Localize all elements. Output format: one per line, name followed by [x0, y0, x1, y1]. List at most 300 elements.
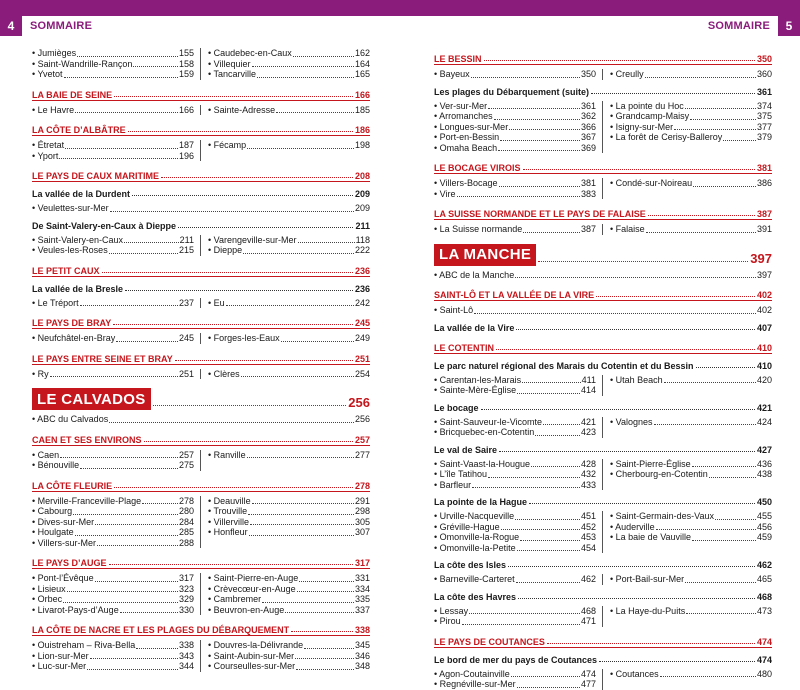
toc-entry[interactable] [32, 661, 194, 672]
dot-leader [250, 524, 354, 525]
entry-name: • Vire [434, 189, 456, 200]
entry-column [200, 140, 370, 161]
entry-columns [32, 140, 370, 161]
entry-columns [434, 270, 772, 281]
dot-leader [645, 77, 756, 78]
toc-entry[interactable] [32, 369, 194, 380]
subsection-title: Le val de Saire [434, 444, 498, 455]
entry-column [434, 606, 602, 627]
section-heading[interactable] [434, 161, 772, 174]
toc-entry[interactable] [208, 517, 370, 528]
subsection-heading[interactable] [32, 218, 370, 231]
toc-entry[interactable] [32, 573, 194, 584]
entry-page: 480 [756, 668, 772, 679]
department-heading[interactable] [434, 244, 772, 266]
dot-leader [241, 376, 354, 377]
entry-column [32, 48, 200, 80]
dot-leader [110, 211, 354, 212]
entry-name: • ABC de la Manche [434, 270, 514, 281]
entry-name: • Auderville [610, 522, 655, 533]
left-toc [32, 44, 370, 672]
section-title: CAEN ET SES ENVIRONS [32, 434, 142, 445]
section-heading[interactable] [32, 264, 370, 277]
subsection-page: 236 [354, 283, 370, 294]
entry-page: 374 [756, 100, 772, 111]
left-page-title: SOMMAIRE [22, 16, 100, 36]
toc-entry[interactable] [434, 101, 596, 112]
toc-entry[interactable] [208, 140, 370, 151]
toc-entry[interactable] [610, 511, 772, 522]
entry-page: 387 [580, 224, 596, 234]
toc-entry[interactable] [434, 459, 596, 470]
section-heading[interactable] [32, 88, 370, 101]
toc-entry[interactable] [32, 105, 194, 116]
entry-page: 211 [179, 234, 194, 245]
entry-page: 254 [354, 368, 370, 379]
toc-entry[interactable] [208, 584, 370, 595]
dot-leader [50, 376, 178, 377]
dot-leader [494, 119, 580, 120]
entry-page: 256 [354, 414, 370, 424]
left-page-header [0, 16, 382, 36]
toc-entry[interactable] [208, 333, 370, 344]
section-page: 381 [756, 163, 772, 173]
entry-column [32, 235, 200, 256]
section-title: LA BAIE DE SEINE [32, 89, 113, 100]
subsection-title: La vallée de la Vire [434, 322, 515, 333]
toc-entry[interactable] [434, 522, 596, 533]
entry-page: 454 [580, 542, 596, 553]
section-heading[interactable] [32, 556, 370, 569]
entry-name: • Lessay [434, 606, 468, 617]
dot-leader [120, 612, 178, 613]
toc-entry[interactable] [610, 574, 772, 585]
entry-page: 338 [178, 640, 194, 650]
toc-entry[interactable] [208, 105, 370, 116]
dot-leader [297, 591, 354, 592]
section-page: 186 [354, 125, 370, 135]
entry-name: • Deauville [208, 496, 251, 507]
dot-leader [73, 514, 178, 515]
toc-entry[interactable] [32, 527, 194, 538]
dot-leader [715, 519, 756, 520]
dot-leader [133, 66, 178, 67]
dot-leader [515, 277, 756, 278]
dot-leader [599, 661, 755, 662]
entry-column [434, 178, 602, 199]
toc-entry[interactable] [610, 522, 772, 533]
entry-page: 367 [580, 132, 596, 142]
toc-entry[interactable] [434, 224, 596, 235]
entry-name: • Courseulles-sur-Mer [208, 661, 295, 672]
toc-entry[interactable] [434, 469, 596, 480]
toc-entry[interactable] [32, 640, 194, 651]
entry-column [200, 105, 370, 116]
toc-entry[interactable] [32, 460, 194, 471]
entry-name: • Cabourg [32, 506, 72, 517]
toc-entry[interactable] [610, 417, 772, 428]
entry-page: 343 [178, 650, 194, 661]
dot-leader [77, 56, 178, 57]
entry-name: • Villers-sur-Mer [32, 538, 96, 549]
section-page: 474 [756, 636, 772, 647]
entry-name: • Dives-sur-Mer [32, 517, 94, 528]
toc-entry[interactable] [434, 532, 596, 543]
entry-column [32, 140, 200, 161]
dot-leader [596, 296, 755, 297]
subsection-heading[interactable] [32, 281, 370, 294]
dot-leader [67, 591, 178, 592]
entry-name: • Sainte-Adresse [208, 105, 275, 116]
toc-entry[interactable] [32, 48, 194, 59]
toc-entry[interactable] [32, 151, 194, 162]
toc-entry[interactable] [32, 450, 194, 461]
entry-page: 411 [581, 374, 596, 385]
dot-leader [102, 272, 353, 273]
subsection-page: 427 [756, 444, 772, 455]
toc-entry[interactable] [434, 143, 596, 154]
section-heading[interactable] [32, 479, 370, 492]
entry-name: • Arromanches [434, 111, 493, 122]
subsection-heading[interactable] [434, 84, 772, 97]
toc-entry[interactable] [434, 69, 596, 80]
dot-leader [499, 186, 580, 187]
subsection-heading[interactable] [434, 442, 772, 455]
entry-name: • Regnéville-sur-Mer [434, 679, 516, 690]
entry-columns [32, 105, 370, 116]
subsection-heading[interactable] [434, 589, 772, 602]
department-page: 256 [348, 395, 370, 410]
toc-entry[interactable] [208, 245, 370, 256]
dot-leader [535, 435, 580, 436]
toc-entry[interactable] [208, 450, 370, 461]
entry-page: 397 [756, 269, 772, 280]
entry-column [200, 640, 370, 672]
toc-entry[interactable] [610, 532, 772, 543]
dot-leader [125, 290, 353, 291]
toc-entry[interactable] [32, 538, 194, 549]
section-heading[interactable] [434, 52, 772, 65]
dot-leader [87, 669, 178, 670]
entry-page: 249 [354, 333, 370, 343]
dot-leader [693, 186, 756, 187]
section-heading[interactable] [32, 352, 370, 365]
entry-column [434, 270, 772, 281]
dot-leader [522, 382, 580, 383]
toc-entry[interactable] [610, 469, 772, 480]
toc-entry[interactable] [208, 496, 370, 507]
toc-entry[interactable] [610, 224, 772, 235]
subsection-page: 421 [756, 402, 772, 413]
toc-entry[interactable] [32, 506, 194, 517]
entry-name: • Lion-sur-Mer [32, 651, 89, 662]
subsection-title: De Saint-Valery-en-Caux à Dieppe [32, 220, 177, 231]
toc-entry[interactable] [434, 178, 596, 189]
toc-entry[interactable] [32, 414, 370, 425]
entry-name: • La forêt de Cerisy-Balleroy [610, 132, 722, 143]
entry-columns [32, 333, 370, 344]
entry-page: 424 [756, 416, 772, 427]
entry-name: • Yvetot [32, 69, 63, 80]
section-page: 208 [354, 171, 370, 181]
subsection-title: La vallée de la Bresle [32, 283, 124, 294]
toc-entry[interactable] [434, 574, 596, 585]
dot-leader [543, 424, 580, 425]
section-heading[interactable] [32, 433, 370, 446]
section-title: LE COTENTIN [434, 342, 494, 353]
toc-entry[interactable] [208, 369, 370, 380]
dot-leader [471, 77, 580, 78]
toc-entry[interactable] [434, 669, 596, 680]
toc-entry[interactable] [32, 203, 370, 214]
toc-entry[interactable] [208, 527, 370, 538]
dot-leader [296, 669, 354, 670]
entry-column [602, 178, 772, 199]
toc-entry[interactable] [32, 59, 194, 70]
dot-leader [664, 382, 756, 383]
entry-page: 222 [354, 245, 370, 255]
toc-entry[interactable] [208, 605, 370, 616]
entry-name: • Fécamp [208, 140, 246, 151]
dot-leader [515, 519, 580, 520]
entry-page: 209 [354, 203, 370, 213]
section-heading[interactable] [32, 623, 370, 636]
dot-leader [692, 466, 756, 467]
section-page: 317 [354, 558, 370, 568]
entry-page: 386 [756, 178, 772, 188]
subsection-page: 209 [354, 189, 370, 199]
subsection-page: 361 [756, 86, 772, 97]
entry-name: • Creully [610, 69, 644, 80]
section-title: LE PAYS ENTRE SEINE ET BRAY [32, 353, 173, 364]
section-heading[interactable] [32, 123, 370, 136]
entry-columns [434, 178, 772, 199]
toc-entry[interactable] [434, 189, 596, 200]
toc-entry[interactable] [32, 235, 194, 246]
subsection-heading[interactable] [32, 186, 370, 199]
subsection-page: 410 [756, 360, 772, 371]
subsection-title: Les plages du Débarquement (suite) [434, 86, 590, 97]
dot-leader [64, 77, 178, 78]
dot-leader [498, 150, 580, 151]
dot-leader [65, 148, 178, 149]
toc-entry[interactable] [32, 605, 194, 616]
dot-leader [646, 232, 756, 233]
section-heading[interactable] [434, 288, 772, 301]
entry-page: 421 [580, 416, 596, 427]
entry-page: 362 [580, 111, 596, 121]
page-gutter [382, 16, 418, 668]
toc-entry[interactable] [208, 651, 370, 662]
toc-entry[interactable] [434, 511, 596, 522]
entry-page: 162 [354, 48, 370, 58]
entry-column [434, 574, 602, 585]
toc-entry[interactable] [434, 270, 772, 281]
subsection-heading[interactable] [434, 400, 772, 413]
entry-column [602, 69, 772, 80]
toc-entry[interactable] [434, 375, 596, 386]
entry-page: 456 [756, 521, 772, 532]
toc-entry[interactable] [32, 333, 194, 344]
subsection-heading[interactable] [434, 358, 772, 371]
toc-entry[interactable] [434, 111, 596, 122]
toc-entry[interactable] [208, 298, 370, 309]
toc-entry[interactable] [610, 669, 772, 680]
department-heading[interactable] [32, 388, 370, 410]
toc-entry[interactable] [434, 480, 596, 491]
dot-leader [472, 487, 580, 488]
toc-entry[interactable] [32, 245, 194, 256]
toc-entry[interactable] [32, 651, 194, 662]
toc-entry[interactable] [208, 235, 370, 246]
entry-page: 455 [756, 511, 772, 521]
subsection-title: La côte des Havres [434, 591, 517, 602]
toc-entry[interactable] [434, 679, 596, 690]
entry-columns [434, 305, 772, 316]
toc-entry[interactable] [32, 298, 194, 309]
section-heading[interactable] [32, 316, 370, 329]
toc-entry[interactable] [208, 661, 370, 672]
entry-name: • L’île Tatihou [434, 469, 487, 480]
dot-leader [508, 566, 755, 567]
toc-entry[interactable] [32, 584, 194, 595]
entry-name: • Houlgate [32, 527, 74, 538]
entry-name: • Merville-Franceville-Plage [32, 496, 141, 507]
toc-entry[interactable] [208, 573, 370, 584]
subsection-page: 407 [756, 322, 772, 333]
entry-name: • La baie de Vauville [610, 532, 691, 543]
entry-columns [434, 511, 772, 553]
toc-entry[interactable] [208, 506, 370, 517]
section-heading[interactable] [434, 341, 772, 354]
left-page-number: 4 [0, 16, 22, 36]
entry-name: • La pointe du Hoc [610, 101, 684, 112]
toc-entry[interactable] [610, 375, 772, 386]
entry-columns [434, 459, 772, 491]
entry-column [200, 369, 370, 380]
entry-page: 474 [580, 668, 596, 679]
entry-page: 348 [354, 661, 370, 671]
subsection-heading[interactable] [434, 557, 772, 570]
entry-page: 334 [354, 583, 370, 594]
entry-name: • Orbec [32, 594, 62, 605]
entry-name: • Sainte-Mère-Église [434, 385, 516, 396]
subsection-heading[interactable] [434, 494, 772, 507]
toc-entry[interactable] [610, 132, 772, 143]
subsection-heading[interactable] [434, 652, 772, 665]
toc-entry[interactable] [32, 594, 194, 605]
entry-column [602, 459, 772, 491]
right-page-header [418, 16, 800, 36]
subsection-title: La pointe de la Hague [434, 497, 528, 507]
entry-column [200, 235, 370, 256]
dot-leader [474, 313, 756, 314]
section-title: LE BESSIN [434, 54, 482, 64]
toc-entry[interactable] [434, 305, 772, 316]
entry-column [32, 640, 200, 672]
entry-column [602, 606, 772, 627]
section-heading[interactable] [434, 635, 772, 648]
entry-page: 198 [354, 140, 370, 150]
subsection-heading[interactable] [434, 320, 772, 333]
section-title: LE PAYS DE CAUX MARITIME [32, 171, 160, 181]
toc-entry[interactable] [434, 122, 596, 133]
entry-column [434, 224, 602, 235]
toc-entry[interactable] [610, 459, 772, 470]
entry-columns [32, 573, 370, 615]
entry-name: • Saint-Aubin-sur-Mer [208, 651, 294, 662]
entry-name: • Urville-Nacqueville [434, 511, 514, 522]
toc-entry[interactable] [32, 517, 194, 528]
entry-name: • Clères [208, 369, 240, 380]
dot-leader [285, 612, 354, 613]
toc-entry[interactable] [610, 101, 772, 112]
section-page: 338 [354, 625, 370, 635]
entry-name: • Saint-Lô [434, 305, 473, 316]
toc-entry[interactable] [610, 111, 772, 122]
dot-leader [109, 422, 354, 423]
toc-entry[interactable] [208, 69, 370, 80]
toc-entry[interactable] [208, 594, 370, 605]
toc-entry[interactable] [208, 59, 370, 70]
dot-leader [153, 405, 347, 406]
entry-page: 350 [580, 69, 596, 79]
toc-entry[interactable] [610, 178, 772, 189]
entry-column [200, 496, 370, 549]
section-page: 166 [354, 89, 370, 100]
dot-leader [709, 477, 756, 478]
entry-column [200, 450, 370, 471]
toc-entry[interactable] [610, 69, 772, 80]
entry-name: • Cambremer [208, 594, 261, 605]
toc-entry[interactable] [434, 385, 596, 396]
entry-page: 423 [580, 427, 596, 437]
toc-entry[interactable] [32, 496, 194, 507]
toc-entry[interactable] [434, 427, 596, 438]
toc-entry[interactable] [434, 417, 596, 428]
entry-page: 369 [580, 142, 596, 153]
dot-leader [243, 253, 354, 254]
toc-entry[interactable] [32, 69, 194, 80]
entry-page: 465 [756, 574, 772, 584]
section-heading[interactable] [32, 169, 370, 182]
toc-entry[interactable] [434, 616, 596, 627]
entry-page: 335 [354, 594, 370, 604]
dot-leader [523, 169, 755, 170]
toc-entry[interactable] [610, 122, 772, 133]
toc-entry[interactable] [434, 543, 596, 554]
toc-entry[interactable] [434, 606, 596, 617]
toc-entry[interactable] [208, 640, 370, 651]
entry-name: • Honfleur [208, 527, 248, 538]
toc-entry[interactable] [208, 48, 370, 59]
dot-leader [516, 582, 580, 583]
entry-column [32, 369, 200, 380]
entry-name: • Longues-sur-Mer [434, 122, 508, 133]
toc-entry[interactable] [434, 132, 596, 143]
dot-leader [518, 598, 755, 599]
entry-column [32, 450, 200, 471]
toc-entry[interactable] [32, 140, 194, 151]
entry-page: 275 [178, 460, 194, 470]
dot-leader [690, 119, 756, 120]
toc-entry[interactable] [610, 606, 772, 617]
section-page: 278 [354, 480, 370, 491]
entry-column [602, 417, 772, 438]
dot-leader [469, 613, 580, 614]
section-heading[interactable] [434, 207, 772, 220]
entry-page: 428 [580, 458, 596, 469]
